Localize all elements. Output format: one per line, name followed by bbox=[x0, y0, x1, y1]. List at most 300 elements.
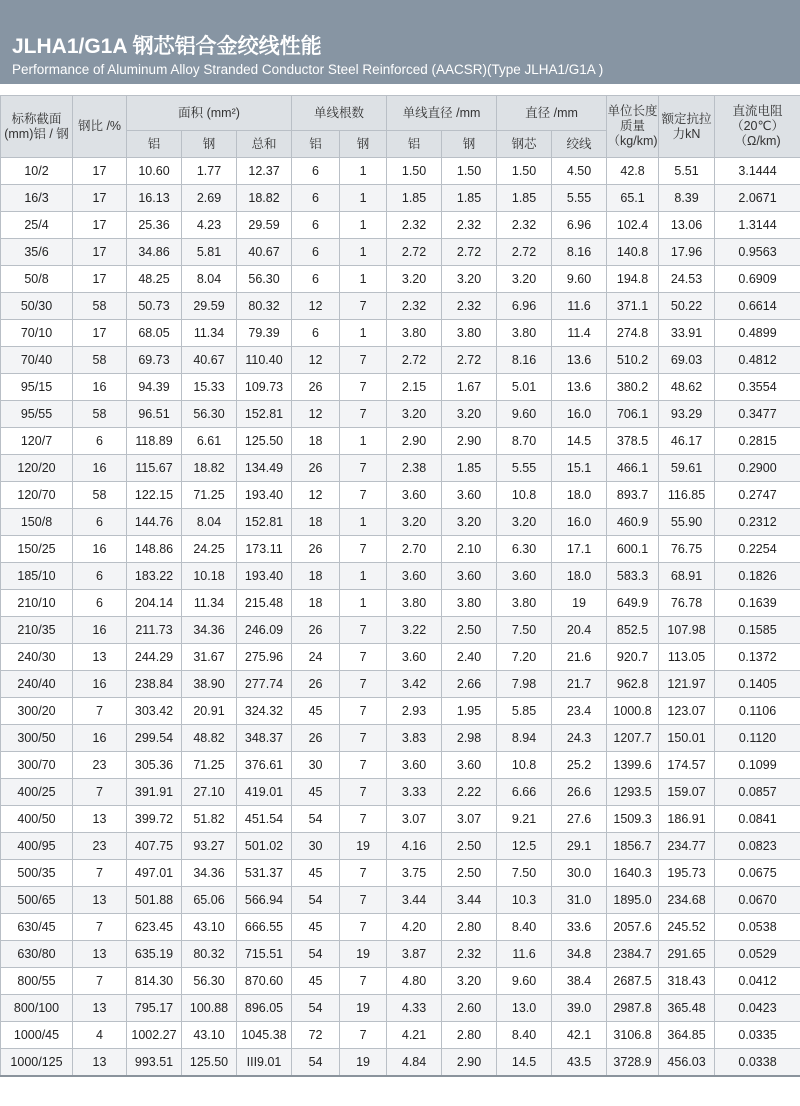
cell-steel-ratio: 17 bbox=[73, 320, 127, 347]
cell-area-al: 115.67 bbox=[127, 455, 182, 482]
cell-rated-strength: 76.78 bbox=[659, 590, 715, 617]
cell-count-al: 45 bbox=[292, 968, 340, 995]
cell-dia-core: 1.85 bbox=[497, 185, 552, 212]
cell-nominal-section: 50/8 bbox=[1, 266, 73, 293]
cell-steel-ratio: 6 bbox=[73, 590, 127, 617]
cell-dia-core: 3.20 bbox=[497, 509, 552, 536]
header-area-al: 铝 bbox=[127, 131, 182, 158]
cell-wire-dia-al: 2.38 bbox=[387, 455, 442, 482]
cell-unit-mass: 194.8 bbox=[607, 266, 659, 293]
cell-dia-core: 8.16 bbox=[497, 347, 552, 374]
cell-dia-conductor: 18.0 bbox=[552, 563, 607, 590]
cell-unit-mass: 893.7 bbox=[607, 482, 659, 509]
cell-dc-resistance: 0.9563 bbox=[715, 239, 800, 266]
table-row bbox=[1, 860, 800, 887]
cell-dc-resistance: 0.2747 bbox=[715, 482, 800, 509]
cell-nominal-section: 95/15 bbox=[1, 374, 73, 401]
cell-dia-core: 10.8 bbox=[497, 752, 552, 779]
cell-dia-core: 11.6 bbox=[497, 941, 552, 968]
cell-wire-dia-al: 4.33 bbox=[387, 995, 442, 1022]
cell-dia-conductor: 24.3 bbox=[552, 725, 607, 752]
cell-steel-ratio: 17 bbox=[73, 185, 127, 212]
cell-wire-dia-st: 2.80 bbox=[442, 1022, 497, 1049]
cell-count-al: 45 bbox=[292, 779, 340, 806]
cell-steel-ratio: 13 bbox=[73, 941, 127, 968]
cell-dia-conductor: 30.0 bbox=[552, 860, 607, 887]
cell-dc-resistance: 0.0529 bbox=[715, 941, 800, 968]
cell-dia-conductor: 19 bbox=[552, 590, 607, 617]
cell-rated-strength: 174.57 bbox=[659, 752, 715, 779]
cell-area-al: 204.14 bbox=[127, 590, 182, 617]
cell-wire-dia-al: 3.44 bbox=[387, 887, 442, 914]
cell-dia-conductor: 13.6 bbox=[552, 374, 607, 401]
cell-area-st: 6.61 bbox=[182, 428, 237, 455]
cell-wire-dia-st: 2.80 bbox=[442, 914, 497, 941]
cell-count-al: 54 bbox=[292, 995, 340, 1022]
cell-count-al: 12 bbox=[292, 347, 340, 374]
cell-area-al: 391.91 bbox=[127, 779, 182, 806]
cell-wire-dia-st: 3.07 bbox=[442, 806, 497, 833]
cell-steel-ratio: 16 bbox=[73, 617, 127, 644]
cell-count-al: 18 bbox=[292, 590, 340, 617]
page-subtitle: Performance of Aluminum Alloy Stranded Conductor Steel Reinforced (AACSR)(Type JLHA1/G1A ) bbox=[12, 62, 604, 77]
cell-steel-ratio: 16 bbox=[73, 374, 127, 401]
cell-unit-mass: 649.9 bbox=[607, 590, 659, 617]
cell-rated-strength: 48.62 bbox=[659, 374, 715, 401]
cell-rated-strength: 69.03 bbox=[659, 347, 715, 374]
cell-area-st: 20.91 bbox=[182, 698, 237, 725]
cell-dia-conductor: 21.7 bbox=[552, 671, 607, 698]
cell-unit-mass: 1399.6 bbox=[607, 752, 659, 779]
cell-area-al: 399.72 bbox=[127, 806, 182, 833]
cell-area-total: 40.67 bbox=[237, 239, 292, 266]
cell-dia-core: 8.94 bbox=[497, 725, 552, 752]
cell-count-st: 19 bbox=[340, 1049, 387, 1077]
table-row bbox=[1, 509, 800, 536]
cell-rated-strength: 195.73 bbox=[659, 860, 715, 887]
cell-area-st: 4.23 bbox=[182, 212, 237, 239]
cell-nominal-section: 1000/125 bbox=[1, 1049, 73, 1077]
cell-unit-mass: 380.2 bbox=[607, 374, 659, 401]
header-area-total: 总和 bbox=[237, 131, 292, 158]
cell-count-st: 7 bbox=[340, 968, 387, 995]
cell-area-st: 43.10 bbox=[182, 1022, 237, 1049]
cell-steel-ratio: 13 bbox=[73, 887, 127, 914]
cell-nominal-section: 35/6 bbox=[1, 239, 73, 266]
cell-count-al: 30 bbox=[292, 833, 340, 860]
cell-dia-conductor: 6.96 bbox=[552, 212, 607, 239]
cell-wire-dia-al: 3.20 bbox=[387, 266, 442, 293]
cell-area-st: 56.30 bbox=[182, 968, 237, 995]
cell-wire-dia-al: 4.84 bbox=[387, 1049, 442, 1077]
cell-wire-dia-st: 3.60 bbox=[442, 752, 497, 779]
cell-wire-dia-al: 4.20 bbox=[387, 914, 442, 941]
cell-steel-ratio: 17 bbox=[73, 212, 127, 239]
cell-rated-strength: 76.75 bbox=[659, 536, 715, 563]
cell-area-st: 38.90 bbox=[182, 671, 237, 698]
cell-wire-dia-st: 2.32 bbox=[442, 212, 497, 239]
cell-area-total: 134.49 bbox=[237, 455, 292, 482]
cell-count-st: 1 bbox=[340, 185, 387, 212]
cell-dc-resistance: 0.4899 bbox=[715, 320, 800, 347]
table-row bbox=[1, 212, 800, 239]
cell-unit-mass: 600.1 bbox=[607, 536, 659, 563]
cell-nominal-section: 630/80 bbox=[1, 941, 73, 968]
cell-area-total: 451.54 bbox=[237, 806, 292, 833]
cell-wire-dia-st: 3.20 bbox=[442, 266, 497, 293]
cell-dc-resistance: 0.0412 bbox=[715, 968, 800, 995]
cell-unit-mass: 1000.8 bbox=[607, 698, 659, 725]
cell-area-total: 1045.38 bbox=[237, 1022, 292, 1049]
cell-nominal-section: 500/35 bbox=[1, 860, 73, 887]
cell-count-st: 7 bbox=[340, 752, 387, 779]
cell-unit-mass: 2687.5 bbox=[607, 968, 659, 995]
cell-area-al: 1002.27 bbox=[127, 1022, 182, 1049]
cell-count-st: 7 bbox=[340, 617, 387, 644]
cell-steel-ratio: 7 bbox=[73, 779, 127, 806]
cell-wire-dia-st: 2.32 bbox=[442, 941, 497, 968]
cell-wire-dia-st: 2.72 bbox=[442, 347, 497, 374]
cell-nominal-section: 800/100 bbox=[1, 995, 73, 1022]
cell-count-st: 1 bbox=[340, 158, 387, 185]
cell-count-st: 7 bbox=[340, 914, 387, 941]
cell-rated-strength: 55.90 bbox=[659, 509, 715, 536]
cell-wire-dia-al: 2.32 bbox=[387, 212, 442, 239]
table-row bbox=[1, 482, 800, 509]
cell-dc-resistance: 0.2900 bbox=[715, 455, 800, 482]
cell-wire-dia-st: 2.66 bbox=[442, 671, 497, 698]
cell-unit-mass: 65.1 bbox=[607, 185, 659, 212]
cell-area-al: 211.73 bbox=[127, 617, 182, 644]
cell-rated-strength: 68.91 bbox=[659, 563, 715, 590]
cell-area-total: 110.40 bbox=[237, 347, 292, 374]
cell-count-al: 30 bbox=[292, 752, 340, 779]
cell-steel-ratio: 58 bbox=[73, 293, 127, 320]
cell-area-st: 43.10 bbox=[182, 914, 237, 941]
cell-dia-core: 9.60 bbox=[497, 968, 552, 995]
cell-wire-dia-st: 3.20 bbox=[442, 509, 497, 536]
cell-dia-core: 3.80 bbox=[497, 590, 552, 617]
cell-area-total: 277.74 bbox=[237, 671, 292, 698]
cell-steel-ratio: 16 bbox=[73, 455, 127, 482]
cell-nominal-section: 300/50 bbox=[1, 725, 73, 752]
cell-wire-dia-st: 2.90 bbox=[442, 1049, 497, 1077]
cell-count-al: 45 bbox=[292, 914, 340, 941]
cell-wire-dia-al: 3.22 bbox=[387, 617, 442, 644]
cell-dia-conductor: 16.0 bbox=[552, 509, 607, 536]
cell-dia-conductor: 20.4 bbox=[552, 617, 607, 644]
cell-unit-mass: 460.9 bbox=[607, 509, 659, 536]
cell-wire-dia-al: 3.60 bbox=[387, 563, 442, 590]
cell-count-st: 7 bbox=[340, 293, 387, 320]
cell-steel-ratio: 13 bbox=[73, 806, 127, 833]
cell-nominal-section: 70/10 bbox=[1, 320, 73, 347]
cell-wire-dia-st: 1.85 bbox=[442, 185, 497, 212]
cell-wire-dia-st: 3.20 bbox=[442, 968, 497, 995]
cell-steel-ratio: 6 bbox=[73, 509, 127, 536]
cell-count-al: 54 bbox=[292, 941, 340, 968]
table-row bbox=[1, 374, 800, 401]
cell-dc-resistance: 0.1405 bbox=[715, 671, 800, 698]
cell-rated-strength: 116.85 bbox=[659, 482, 715, 509]
table-row bbox=[1, 779, 800, 806]
cell-wire-dia-al: 3.75 bbox=[387, 860, 442, 887]
cell-dc-resistance: 0.6909 bbox=[715, 266, 800, 293]
cell-count-st: 7 bbox=[340, 698, 387, 725]
cell-dia-conductor: 9.60 bbox=[552, 266, 607, 293]
cell-unit-mass: 371.1 bbox=[607, 293, 659, 320]
cell-dia-conductor: 11.4 bbox=[552, 320, 607, 347]
cell-area-st: 34.36 bbox=[182, 617, 237, 644]
cell-steel-ratio: 7 bbox=[73, 698, 127, 725]
cell-area-al: 10.60 bbox=[127, 158, 182, 185]
table-row bbox=[1, 725, 800, 752]
cell-dia-conductor: 21.6 bbox=[552, 644, 607, 671]
cell-wire-dia-al: 3.20 bbox=[387, 509, 442, 536]
cell-area-total: 193.40 bbox=[237, 482, 292, 509]
cell-dia-core: 3.80 bbox=[497, 320, 552, 347]
cell-area-st: 10.18 bbox=[182, 563, 237, 590]
cell-count-al: 26 bbox=[292, 725, 340, 752]
cell-dia-core: 3.20 bbox=[497, 266, 552, 293]
cell-area-st: 34.36 bbox=[182, 860, 237, 887]
cell-count-al: 26 bbox=[292, 671, 340, 698]
cell-steel-ratio: 16 bbox=[73, 671, 127, 698]
cell-area-al: 96.51 bbox=[127, 401, 182, 428]
cell-wire-dia-al: 2.93 bbox=[387, 698, 442, 725]
cell-steel-ratio: 58 bbox=[73, 401, 127, 428]
cell-count-al: 54 bbox=[292, 806, 340, 833]
cell-unit-mass: 1207.7 bbox=[607, 725, 659, 752]
cell-steel-ratio: 17 bbox=[73, 158, 127, 185]
cell-count-al: 18 bbox=[292, 509, 340, 536]
cell-steel-ratio: 23 bbox=[73, 752, 127, 779]
cell-wire-dia-al: 4.16 bbox=[387, 833, 442, 860]
cell-rated-strength: 17.96 bbox=[659, 239, 715, 266]
table-header bbox=[1, 96, 800, 158]
cell-steel-ratio: 6 bbox=[73, 428, 127, 455]
table-row bbox=[1, 185, 800, 212]
cell-wire-dia-st: 2.72 bbox=[442, 239, 497, 266]
cell-rated-strength: 121.97 bbox=[659, 671, 715, 698]
cell-area-al: 244.29 bbox=[127, 644, 182, 671]
cell-wire-dia-al: 2.72 bbox=[387, 239, 442, 266]
cell-dia-conductor: 33.6 bbox=[552, 914, 607, 941]
cell-dia-core: 14.5 bbox=[497, 1049, 552, 1077]
cell-dia-conductor: 5.55 bbox=[552, 185, 607, 212]
cell-wire-dia-al: 3.07 bbox=[387, 806, 442, 833]
cell-unit-mass: 3728.9 bbox=[607, 1049, 659, 1077]
cell-dia-core: 10.3 bbox=[497, 887, 552, 914]
cell-wire-dia-st: 3.44 bbox=[442, 887, 497, 914]
cell-count-al: 12 bbox=[292, 401, 340, 428]
cell-area-st: 29.59 bbox=[182, 293, 237, 320]
cell-wire-dia-al: 3.87 bbox=[387, 941, 442, 968]
cell-wire-dia-al: 3.83 bbox=[387, 725, 442, 752]
cell-dia-conductor: 31.0 bbox=[552, 887, 607, 914]
cell-area-total: 152.81 bbox=[237, 401, 292, 428]
cell-steel-ratio: 23 bbox=[73, 833, 127, 860]
cell-steel-ratio: 7 bbox=[73, 860, 127, 887]
cell-dc-resistance: 0.1372 bbox=[715, 644, 800, 671]
cell-steel-ratio: 7 bbox=[73, 968, 127, 995]
cell-count-st: 7 bbox=[340, 374, 387, 401]
cell-nominal-section: 25/4 bbox=[1, 212, 73, 239]
cell-wire-dia-al: 4.21 bbox=[387, 1022, 442, 1049]
cell-count-st: 7 bbox=[340, 779, 387, 806]
cell-dc-resistance: 3.1444 bbox=[715, 158, 800, 185]
cell-count-st: 7 bbox=[340, 1022, 387, 1049]
cell-rated-strength: 8.39 bbox=[659, 185, 715, 212]
table-row bbox=[1, 968, 800, 995]
cell-wire-dia-st: 2.22 bbox=[442, 779, 497, 806]
header-dc-resistance: 直流电阻（20℃）（Ω/km) bbox=[715, 96, 800, 158]
cell-rated-strength: 365.48 bbox=[659, 995, 715, 1022]
header-steel-ratio: 钢比 /% bbox=[73, 96, 127, 158]
cell-count-st: 1 bbox=[340, 266, 387, 293]
cell-steel-ratio: 58 bbox=[73, 482, 127, 509]
header-dia-core: 钢芯 bbox=[497, 131, 552, 158]
cell-rated-strength: 291.65 bbox=[659, 941, 715, 968]
cell-wire-dia-al: 3.60 bbox=[387, 482, 442, 509]
cell-dia-core: 1.50 bbox=[497, 158, 552, 185]
cell-area-al: 34.86 bbox=[127, 239, 182, 266]
cell-dia-conductor: 29.1 bbox=[552, 833, 607, 860]
cell-rated-strength: 245.52 bbox=[659, 914, 715, 941]
cell-unit-mass: 962.8 bbox=[607, 671, 659, 698]
cell-steel-ratio: 13 bbox=[73, 1049, 127, 1077]
cell-dia-conductor: 26.6 bbox=[552, 779, 607, 806]
table-row bbox=[1, 887, 800, 914]
cell-wire-dia-st: 3.60 bbox=[442, 563, 497, 590]
cell-wire-dia-st: 2.98 bbox=[442, 725, 497, 752]
cell-dia-conductor: 38.4 bbox=[552, 968, 607, 995]
cell-wire-dia-al: 4.80 bbox=[387, 968, 442, 995]
cell-area-total: 173.11 bbox=[237, 536, 292, 563]
cell-wire-dia-st: 3.60 bbox=[442, 482, 497, 509]
cell-unit-mass: 1509.3 bbox=[607, 806, 659, 833]
cell-steel-ratio: 16 bbox=[73, 725, 127, 752]
cell-area-total: 246.09 bbox=[237, 617, 292, 644]
cell-count-st: 1 bbox=[340, 428, 387, 455]
table-row bbox=[1, 239, 800, 266]
cell-wire-dia-st: 1.67 bbox=[442, 374, 497, 401]
cell-area-total: 531.37 bbox=[237, 860, 292, 887]
cell-count-st: 7 bbox=[340, 725, 387, 752]
cell-dia-core: 5.55 bbox=[497, 455, 552, 482]
cell-dc-resistance: 0.1826 bbox=[715, 563, 800, 590]
cell-dia-core: 7.98 bbox=[497, 671, 552, 698]
cell-nominal-section: 500/65 bbox=[1, 887, 73, 914]
cell-count-st: 7 bbox=[340, 671, 387, 698]
cell-wire-dia-al: 2.72 bbox=[387, 347, 442, 374]
cell-dia-core: 8.70 bbox=[497, 428, 552, 455]
cell-count-al: 24 bbox=[292, 644, 340, 671]
cell-dc-resistance: 0.1120 bbox=[715, 725, 800, 752]
cell-count-al: 18 bbox=[292, 428, 340, 455]
cell-dc-resistance: 0.4812 bbox=[715, 347, 800, 374]
cell-area-st: 8.04 bbox=[182, 266, 237, 293]
cell-dia-conductor: 14.5 bbox=[552, 428, 607, 455]
cell-dia-core: 6.30 bbox=[497, 536, 552, 563]
cell-area-total: 348.37 bbox=[237, 725, 292, 752]
cell-dc-resistance: 0.1099 bbox=[715, 752, 800, 779]
cell-dia-conductor: 15.1 bbox=[552, 455, 607, 482]
cell-count-al: 6 bbox=[292, 239, 340, 266]
cell-wire-dia-al: 3.42 bbox=[387, 671, 442, 698]
cell-rated-strength: 50.22 bbox=[659, 293, 715, 320]
cell-rated-strength: 93.29 bbox=[659, 401, 715, 428]
cell-unit-mass: 274.8 bbox=[607, 320, 659, 347]
cell-area-total: 12.37 bbox=[237, 158, 292, 185]
cell-unit-mass: 2987.8 bbox=[607, 995, 659, 1022]
table-row bbox=[1, 401, 800, 428]
cell-wire-dia-al: 2.15 bbox=[387, 374, 442, 401]
cell-count-st: 7 bbox=[340, 860, 387, 887]
cell-rated-strength: 13.06 bbox=[659, 212, 715, 239]
cell-area-total: III9.01 bbox=[237, 1049, 292, 1077]
cell-wire-dia-al: 2.32 bbox=[387, 293, 442, 320]
cell-dia-core: 7.50 bbox=[497, 860, 552, 887]
cell-area-total: 125.50 bbox=[237, 428, 292, 455]
cell-count-al: 12 bbox=[292, 293, 340, 320]
cell-rated-strength: 123.07 bbox=[659, 698, 715, 725]
cell-count-al: 26 bbox=[292, 617, 340, 644]
cell-nominal-section: 630/45 bbox=[1, 914, 73, 941]
cell-wire-dia-st: 3.20 bbox=[442, 401, 497, 428]
cell-rated-strength: 150.01 bbox=[659, 725, 715, 752]
cell-dc-resistance: 0.2815 bbox=[715, 428, 800, 455]
cell-nominal-section: 300/20 bbox=[1, 698, 73, 725]
cell-nominal-section: 50/30 bbox=[1, 293, 73, 320]
cell-unit-mass: 2057.6 bbox=[607, 914, 659, 941]
cell-wire-dia-st: 3.80 bbox=[442, 320, 497, 347]
cell-steel-ratio: 4 bbox=[73, 1022, 127, 1049]
cell-wire-dia-al: 3.80 bbox=[387, 320, 442, 347]
cell-count-st: 7 bbox=[340, 644, 387, 671]
cell-area-st: 65.06 bbox=[182, 887, 237, 914]
cell-rated-strength: 364.85 bbox=[659, 1022, 715, 1049]
cell-dc-resistance: 0.0841 bbox=[715, 806, 800, 833]
table-row bbox=[1, 590, 800, 617]
cell-unit-mass: 1293.5 bbox=[607, 779, 659, 806]
header-wire-diameter: 单线直径 /mm bbox=[387, 96, 497, 131]
header-diameter: 直径 /mm bbox=[497, 96, 607, 131]
cell-nominal-section: 240/30 bbox=[1, 644, 73, 671]
cell-dia-conductor: 11.6 bbox=[552, 293, 607, 320]
cell-rated-strength: 33.91 bbox=[659, 320, 715, 347]
cell-dc-resistance: 0.3554 bbox=[715, 374, 800, 401]
cell-dia-core: 2.32 bbox=[497, 212, 552, 239]
cell-wire-dia-al: 1.50 bbox=[387, 158, 442, 185]
cell-area-st: 56.30 bbox=[182, 401, 237, 428]
cell-count-al: 12 bbox=[292, 482, 340, 509]
cell-dc-resistance: 0.0823 bbox=[715, 833, 800, 860]
cell-count-st: 7 bbox=[340, 482, 387, 509]
cell-unit-mass: 510.2 bbox=[607, 347, 659, 374]
cell-area-st: 11.34 bbox=[182, 590, 237, 617]
cell-rated-strength: 46.17 bbox=[659, 428, 715, 455]
header-wd-st: 钢 bbox=[442, 131, 497, 158]
cell-wire-dia-st: 2.10 bbox=[442, 536, 497, 563]
cell-dia-core: 5.01 bbox=[497, 374, 552, 401]
cell-area-total: 18.82 bbox=[237, 185, 292, 212]
cell-unit-mass: 852.5 bbox=[607, 617, 659, 644]
cell-wire-dia-st: 2.60 bbox=[442, 995, 497, 1022]
table-row bbox=[1, 1049, 800, 1077]
cell-wire-dia-st: 1.50 bbox=[442, 158, 497, 185]
cell-area-total: 193.40 bbox=[237, 563, 292, 590]
